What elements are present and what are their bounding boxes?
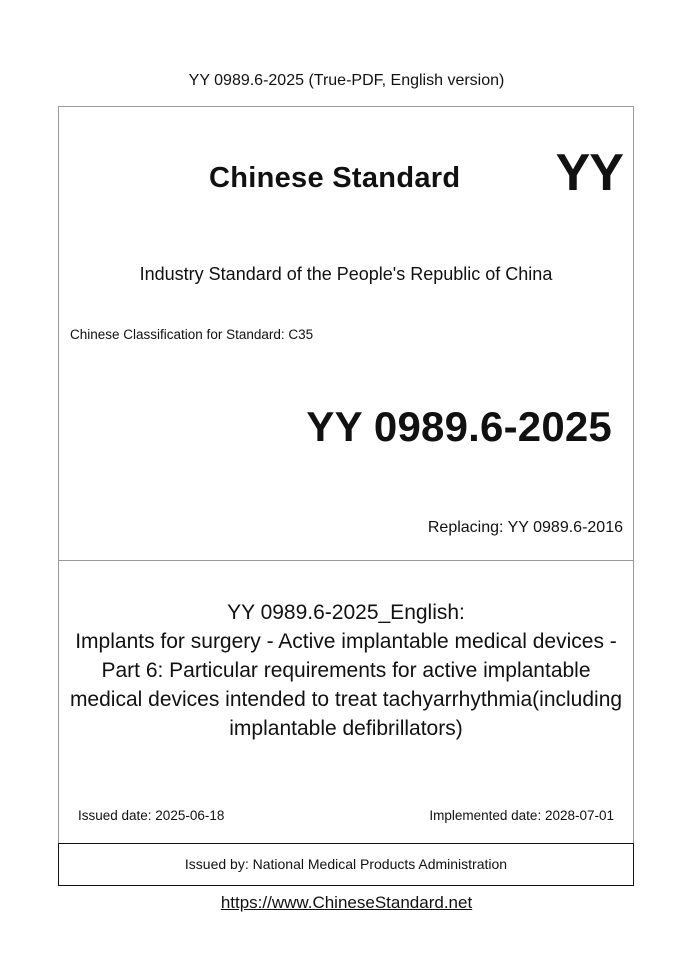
- english-title-line: implantable defibrillators): [229, 717, 463, 740]
- issued-date: Issued date: 2025-06-18: [78, 808, 225, 823]
- cover-title: Chinese Standard: [209, 162, 461, 194]
- footer: [0, 893, 693, 913]
- standard-number: YY 0989.6-2025: [306, 403, 612, 450]
- implemented-date: Implemented date: 2028-07-01: [429, 808, 614, 823]
- section-divider: [59, 560, 633, 561]
- classification-label: Chinese Classification for Standard: C35: [70, 327, 314, 342]
- cover-frame: [58, 106, 634, 886]
- english-title: [59, 598, 633, 743]
- industry-subtitle: Industry Standard of the People's Republic of China: [139, 264, 553, 284]
- standard-code-prefix: YY: [555, 144, 623, 202]
- english-title-line: medical devices intended to treat tachyarrhythmia(including: [69, 688, 623, 711]
- document-header: YY 0989.6-2025 (True-PDF, English version): [188, 72, 505, 89]
- issuer-box: [58, 843, 634, 886]
- english-title-line: Part 6: Particular requirements for active implantable: [101, 659, 591, 682]
- english-title-line: Implants for surgery - Active implantable medical devices -: [75, 630, 617, 653]
- english-title-line: YY 0989.6-2025_English:: [227, 601, 465, 624]
- replacing-label: Replacing: YY 0989.6-2016: [427, 519, 623, 536]
- issuer-label: Issued by: National Medical Products Administration: [184, 856, 508, 872]
- website-link[interactable]: https://www.ChineseStandard.net: [220, 893, 473, 912]
